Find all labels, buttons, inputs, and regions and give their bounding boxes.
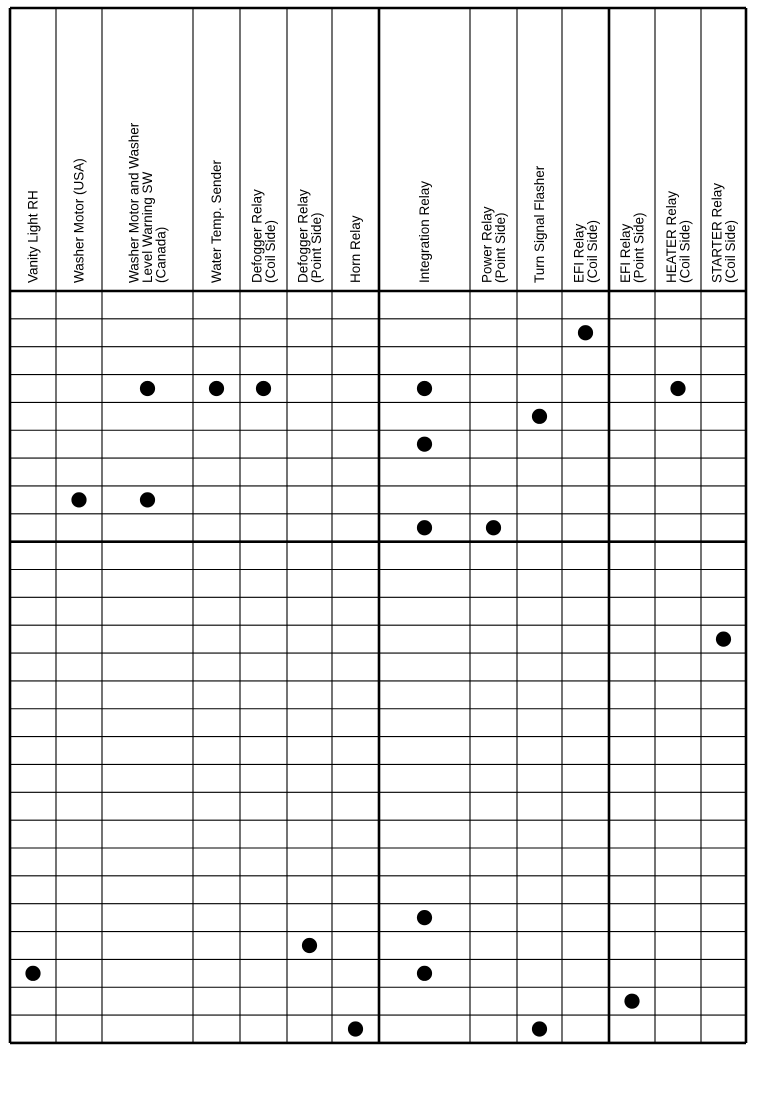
column-header-label [618,212,647,283]
column-header-line: Vanity Light RH [25,190,41,283]
column-header [249,189,278,283]
column-header [127,122,169,283]
column-header-label [26,190,41,283]
connection-dot [302,938,317,953]
column-header-line: (Point Side) [492,212,508,283]
column-header-line: Water Temp. Sender [209,159,224,283]
column-header-label [479,206,508,283]
connection-dot [716,632,731,647]
column-header-line: (Coil Side) [722,219,738,283]
column-header-label [249,189,278,283]
column-header [348,215,363,283]
column-header-label [209,159,224,283]
column-header-label [417,181,432,283]
column-header-line: Power Relay [479,206,495,283]
connection-dot [624,994,639,1009]
connection-dot [256,381,271,396]
connection-dot [25,966,40,981]
connection-dot [209,381,224,396]
column-header-line: Turn Signal Flasher [532,165,547,283]
column-headers [26,122,738,283]
column-header [571,220,600,283]
column-header-line: EFI Relay [617,223,633,283]
column-header-line: (Coil Side) [584,219,600,283]
connection-dot [417,381,432,396]
connection-dot [417,910,432,925]
column-header-label [709,183,738,283]
connection-dot [532,409,547,424]
column-header-line: (Canada) [153,226,169,283]
table-grid [10,8,746,1043]
column-header-label [127,122,169,283]
column-header-line: (Point Side) [631,212,647,283]
column-header [532,165,547,283]
connection-dot [532,1021,547,1036]
column-header [709,183,738,283]
connection-dot [71,492,86,507]
column-header-line: (Point Side) [308,212,324,283]
column-header-line: Defogger Relay [295,189,311,283]
column-header-line: Horn Relay [348,215,363,283]
column-header-line: EFI Relay [571,223,587,283]
column-header-line: STARTER Relay [709,182,725,283]
column-header [618,212,647,283]
connection-dot [417,520,432,535]
connection-dot [140,381,155,396]
column-header-label [348,215,363,283]
column-header-line: Integration Relay [417,180,432,283]
connection-dot [417,966,432,981]
connection-dot [417,437,432,452]
column-header-label [532,165,547,283]
column-header-label [72,158,87,283]
column-header [295,189,324,283]
column-header-line: (Coil Side) [262,219,278,283]
connection-dot [670,381,685,396]
column-header [26,190,41,283]
column-header-label [295,189,324,283]
column-header [479,206,508,283]
connection-dot [486,520,501,535]
connection-dot [578,325,593,340]
column-header-line: Washer Motor and Washer [126,122,142,283]
column-header-label [664,191,693,283]
connection-dot [140,492,155,507]
column-header [72,158,87,283]
column-header [209,159,224,283]
column-header-line: (Coil Side) [677,219,693,283]
column-header-line: Washer Motor (USA) [71,158,87,283]
column-header [664,191,693,283]
column-header-label [571,220,600,283]
column-header-line: Defogger Relay [249,189,265,283]
column-header [417,181,432,283]
column-header-line: HEATER Relay [663,190,679,283]
connection-dot [348,1021,363,1036]
column-header-line: Level Warning SW [140,171,155,283]
